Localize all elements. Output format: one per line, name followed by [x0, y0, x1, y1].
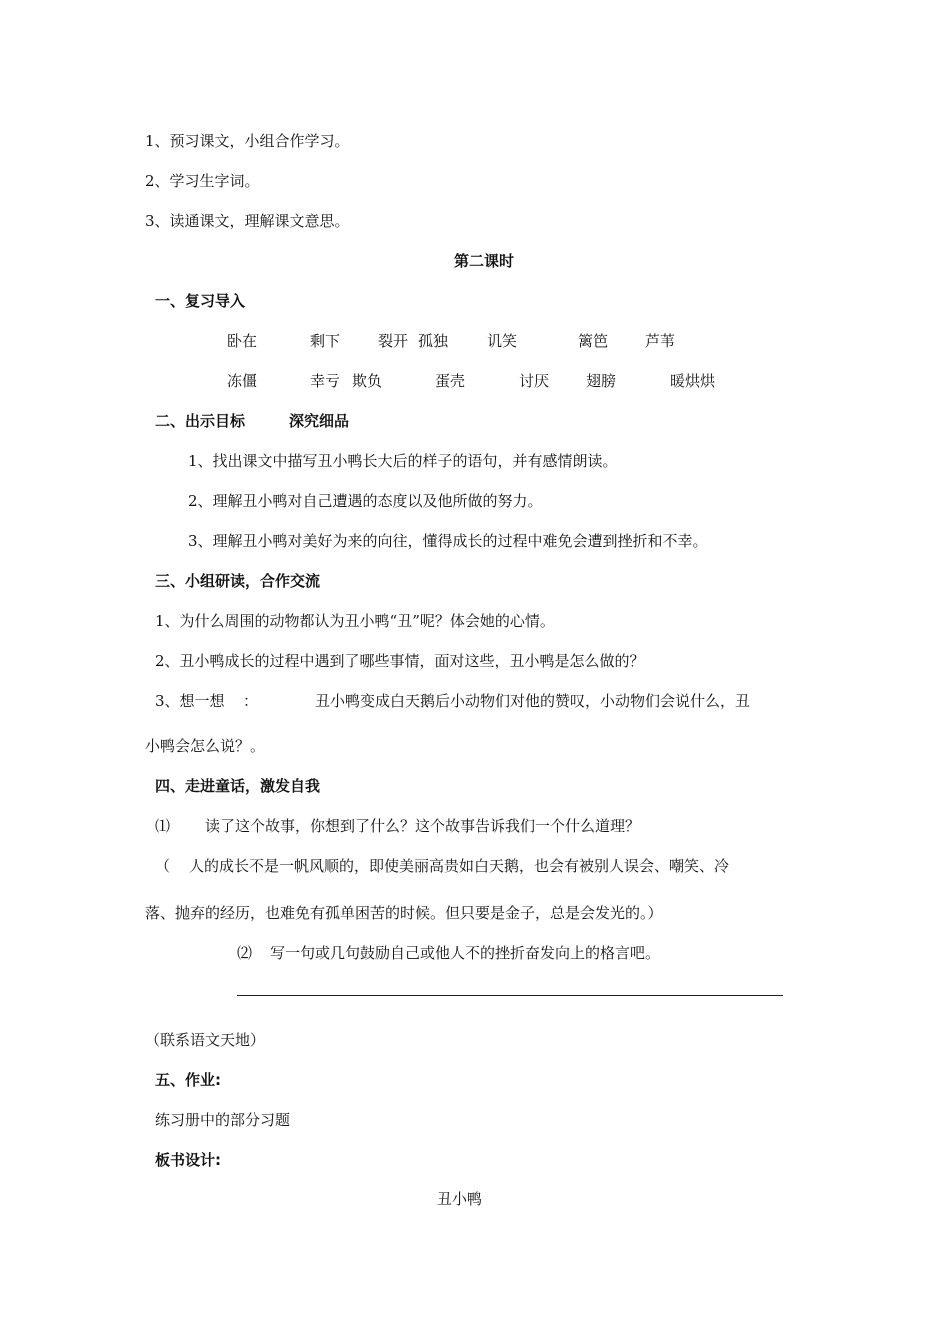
section5-heading: 五、作业: — [155, 1071, 221, 1089]
question-2: 2、丑小鸭成长的过程中遇到了哪些事情，面对这些，丑小鸭是怎么做的？ — [155, 652, 645, 670]
vocab-word: 卧在 — [227, 332, 258, 350]
vocab-word: 裂开 — [378, 332, 409, 350]
prep-item-3: 3、读通课文，理解课文意思。 — [145, 212, 350, 230]
section2-subheading: 深究细品 — [289, 412, 350, 430]
section1-heading: 一、复习导入 — [155, 292, 246, 310]
vocab-word: 芦苇 — [645, 332, 676, 350]
vocab-word: 蛋壳 — [435, 372, 466, 390]
goal-item-3: 3、理解丑小鸭对美好为来的向往，懂得成长的过程中难免会遭到挫折和不幸。 — [188, 532, 708, 550]
prompt-2-text: 写一句或几句鼓励自己或他人不的挫折奋发向上的格言吧。 — [270, 944, 661, 962]
goal-item-1: 1、找出课文中描写丑小鸭长大后的样子的语句，并有感情朗读。 — [188, 452, 618, 470]
prep-item-2: 2、学习生字词。 — [145, 172, 260, 190]
section2-heading: 二、出示目标 — [155, 412, 246, 430]
question-3-colon: ： — [243, 692, 259, 710]
vocab-word: 剩下 — [310, 332, 341, 350]
vocab-word: 暖烘烘 — [670, 372, 716, 390]
answer-open-paren: （ — [155, 857, 171, 875]
section3-heading: 三、小组研读，合作交流 — [155, 572, 321, 590]
vocab-word: 篱笆 — [578, 332, 609, 350]
vocab-word: 冻僵 — [227, 372, 258, 390]
vocab-word: 孤独 — [418, 332, 449, 350]
answer-blank-line — [237, 995, 783, 996]
vocab-word: 欺负 — [352, 372, 383, 390]
vocab-word: 讨厌 — [519, 372, 550, 390]
board-title: 丑小鸭 — [437, 1190, 483, 1208]
question-3-continued: 小鸭会怎么说？。 — [145, 737, 266, 755]
question-3-text: 丑小鸭变成白天鹅后小动物们对他的赞叹，小动物们会说什么，丑 — [315, 692, 751, 710]
vocab-word: 幸亏 — [310, 372, 341, 390]
question-3-label: 3、想一想 — [155, 692, 225, 710]
goal-item-2: 2、理解丑小鸭对自己遭遇的态度以及他所做的努力。 — [188, 492, 543, 510]
answer-line-2: 落、抛弃的经历，也难免有孤单困苦的时候。但只要是金子，总是会发光的。） — [145, 904, 663, 922]
board-design-heading: 板书设计: — [155, 1151, 221, 1169]
prompt-1-text: 读了这个故事，你想到了什么？这个故事告诉我们一个什么道理？ — [205, 817, 641, 835]
question-1: 1、为什么周围的动物都认为丑小鸭“丑”呢？体会她的心情。 — [155, 612, 555, 630]
link-note: （联系语文天地） — [145, 1031, 266, 1049]
answer-line-1: 人的成长不是一帆风顺的，即使美丽高贵如白天鹅，也会有被别人误会、嘲笑、冷 — [189, 857, 730, 875]
vocab-word: 讥笑 — [487, 332, 518, 350]
vocab-word: 翅膀 — [586, 372, 617, 390]
prep-item-1: 1、预习课文，小组合作学习。 — [145, 132, 350, 150]
homework-text: 练习册中的部分习题 — [155, 1111, 291, 1129]
section4-heading: 四、走进童话，激发自我 — [155, 777, 321, 795]
lesson-title: 第二课时 — [454, 252, 515, 270]
prompt-2-number: ⑵ — [237, 944, 253, 962]
prompt-1-number: ⑴ — [155, 817, 171, 835]
